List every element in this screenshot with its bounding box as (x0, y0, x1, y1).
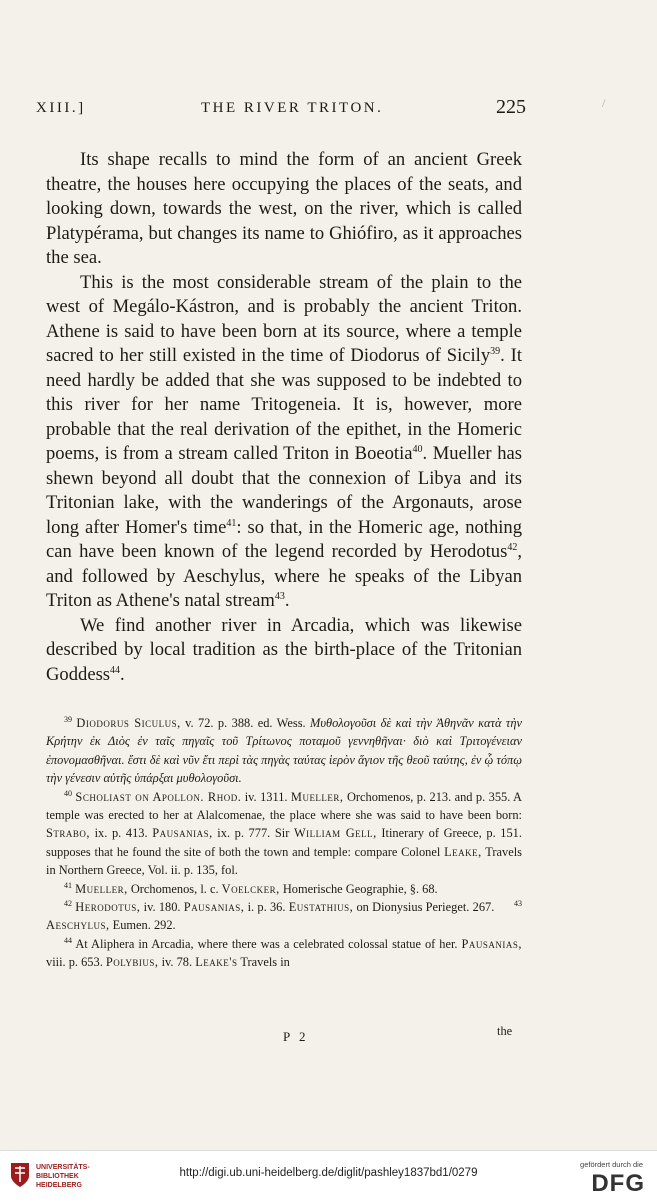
footnotes (46, 714, 522, 972)
footnote-44: $^{44}$ At Aliphera in Arcadia, where there was a celebrated colossal statue of her. Pausanias, viii. p. 653. Polybius, iv. 78. Leake's Travels in (46, 935, 522, 970)
running-title: THE RIVER TRITON. (201, 100, 384, 116)
footnote-ref: 39 (490, 345, 501, 357)
chapter-number: XIII.] (36, 100, 86, 116)
footnote-ref: 42 (507, 541, 518, 553)
footnote-41: $^{41}$ Mueller, Orchomenos, l. c. Voelcker, Homerische Geographie, §. 68. (64, 880, 438, 896)
permalink-url[interactable]: http://digi.ub.uni-heidelberg.de/diglit/pashley1837bd1/0279 (179, 1167, 478, 1179)
dfg-logo[interactable]: DFG (591, 1170, 645, 1197)
page-number: 225 (496, 96, 526, 118)
funded-by-text: gefördert durch die (580, 1160, 643, 1169)
signature-mark: P 2 (283, 1029, 309, 1044)
paragraph-2: This is the most considerable stream of the plain to the west of Megálo-Kástron, and is probably the ancient Triton. Athene is said to have been born at its source, where a temple sacred to her still existed in the time of Diodorus of Sicily$^{39}$. It need hardly be added that she was supposed to be indebted to this river for her name Tritogeneia. It is, however, more probable that the real derivation of the epithet, in the Homeric poems, is from a stream called Triton in Boeotia$^{40}$. Mueller has shewn beyond all doubt that the connexion of Libya and its Tritonian lake, with the wanderings of the Argonauts, arose long after Homer's time$^{41}$: so that, in the Homeric age, nothing can have been known of the legend recorded by Herodotus$^{42}$, and followed by Aeschylus, where he speaks of the Libyan Triton as Athene's natal stream$^{43}$. (46, 271, 523, 611)
paragraph-3: We find another river in Arcadia, which was likewise described by local tradition as the birth-place of the Tritonian Goddess$^{44}$. (46, 614, 522, 685)
main-text (46, 148, 522, 687)
greek-quote: Μυθολογοῦσι δὲ καὶ τὴν Ἀθηνᾶν κατὰ τὴν Κρήτην ἐκ Διὸς ἐν ταῖς πηγαῖς τοῦ Τρίτωνος ποταμοῦ γεννηθῆναι· διὸ καὶ Τριτογένειαν ἐπονομασθῆναι. ἔστι δὲ καὶ νῦν ἔτι περὶ τὰς πηγὰς ταύτας ἱερὸν ἅγιον τῆς θεοῦ ταύτης, ἐν ᾧ τόπῳ τὴν γένεσιν αὐτῆς ὑπάρξαι μυθολογοῦσι. (46, 716, 522, 786)
paragraph-1: Its shape recalls to mind the form of an ancient Greek theatre, the houses here occupying the places of the seats, and looking down, towards the west, on the river, which is called Platypérama, but changes its name to Ghiófiro, as it approaches the sea. (46, 149, 522, 268)
viewer-footer (0, 1150, 657, 1203)
footnote-39: $^{39}$ Diodorus Siculus, v. 72. p. 388. ed. Wess. Μυθολογοῦσι δὲ καὶ τὴν Ἀθηνᾶν κατὰ τὴν Κρήτην ἐκ Διὸς ἐν ταῖς πηγαῖς τοῦ Τρίτωνος ποταμοῦ γεννηθῆναι· διὸ καὶ Τριτογένειαν ἐπονομασθῆναι. ἔστι δὲ καὶ νῦν ἔτι περὶ τὰς πηγὰς ταύτας ἱερὸν ἅγιον τῆς θεοῦ ταύτης, ἐν ᾧ τόπῳ τὴν γένεσιν αὐτῆς ὑπάρξαι μυθολογοῦσι. (46, 714, 522, 786)
margin-mark: / (602, 96, 606, 110)
footnote-ref: 40 (412, 443, 423, 455)
catchword: the (497, 1024, 513, 1038)
library-logo-text[interactable]: UNIVERSITÄTS- BIBLIOTHEK HEIDELBERG (36, 1164, 90, 1189)
footnote-ref: 41 (226, 517, 237, 529)
footnote-40: $^{40}$ Scholiast on Apollon. Rhod. iv. 1311. Mueller, Orchomenos, p. 213. and p. 355. A temple was erected to her at Alalcomenae, the place where she was said to have been born: Strabo, ix. p. 413. Pausanias, ix. p. 777. Sir William Gell, Itinerary of Greece, p. 151. supposes that he found the site of both the town and temple: compare Colonel Leake, Travels in Northern Greece, Vol. ii. p. 135, fol. (46, 788, 522, 878)
footnote-ref: 43 (274, 590, 285, 602)
footnote-42-43: $^{42}$ Herodotus, iv. 180. Pausanias, i. p. 36. Eustathius, on Dionysius Perieget. 267. $^{43}$ Aeschylus, Eumen. 292. (46, 898, 522, 933)
footnote-ref: 44 (110, 664, 121, 676)
